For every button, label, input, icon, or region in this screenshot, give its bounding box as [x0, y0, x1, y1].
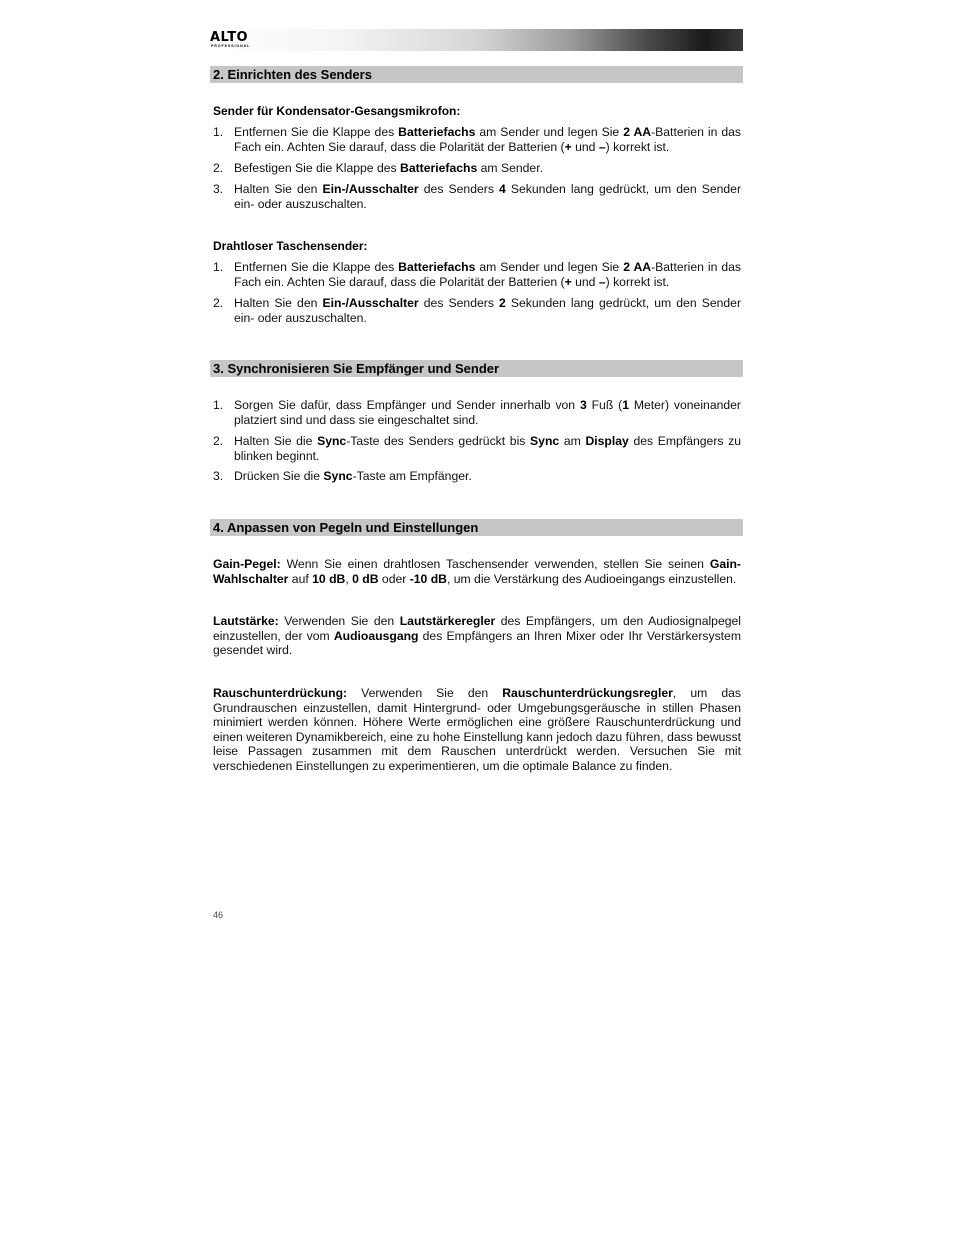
list-item: [213, 398, 741, 427]
list-number: 1.: [213, 260, 224, 274]
subheading-pocket-transmitter: Drahtloser Taschensender:: [213, 239, 368, 253]
list-item: [213, 125, 741, 154]
logo-subtitle: PROFESSIONAL: [211, 44, 251, 48]
list-item: [213, 161, 741, 176]
list-text: Befestigen Sie die Klappe des Batteriefachs am Sender.: [234, 161, 543, 175]
list-number: 1.: [213, 398, 224, 412]
list-item: [213, 296, 741, 325]
list-number: 1.: [213, 125, 224, 139]
list-text: Halten Sie die Sync-Taste des Senders gedrückt bis Sync am Display des Empfängers zu blinken beginnt.: [234, 434, 741, 463]
list-text: Halten Sie den Ein-/Ausschalter des Senders 2 Sekunden lang gedrückt, um den Sender ein- oder auszuschalten.: [234, 296, 742, 325]
header-gradient-bar: [210, 29, 743, 51]
list-item: [213, 469, 741, 484]
paragraph-noise-reduction: Rauschunterdrückung: Verwenden Sie den Rauschunterdrückungsregler, um das Grundrauschen einzustellen, damit Hintergrund- oder Umgebungsgeräusche in stillen Phasen minimiert werden können. Höhere Werte ermöglichen eine größere Rauschunterdrückung und einen weiteren Dynamikbereich, eine zu hohe Einstellung kann jedoch dazu führen, dass bewusst leise Passagen zusammen mit dem Rauschen unterdrückt werden. Versuchen Sie mit verschiedenen Einstellungen zu experimentieren, um die optimale Balance zu finden.: [213, 686, 741, 773]
list-text: Sorgen Sie dafür, dass Empfänger und Sender innerhalb von 3 Fuß (1 Meter) voneinander platziert sind und dass sie eingeschaltet sind.: [234, 398, 741, 427]
list-number: 2.: [213, 434, 224, 448]
list-item: [213, 260, 741, 289]
list-number: 2.: [213, 296, 224, 310]
list-text: Entfernen Sie die Klappe des Batteriefachs am Sender und legen Sie 2 AA-Batterien in das Fach ein. Achten Sie darauf, dass die Polarität der Batterien (+ und –) korrekt ist.: [234, 260, 741, 289]
section-title-2: 2. Einrichten des Senders: [210, 66, 743, 83]
list-item: [213, 434, 741, 463]
subheading-condenser-transmitter: Sender für Kondensator-Gesangsmikrofon:: [213, 104, 461, 118]
list-item: [213, 182, 741, 211]
list-number: 2.: [213, 161, 224, 175]
list-text: Drücken Sie die Sync-Taste am Empfänger.: [234, 469, 472, 483]
list-number: 3.: [213, 182, 224, 196]
section-title-3: 3. Synchronisieren Sie Empfänger und Sender: [210, 360, 743, 377]
paragraph-volume: Lautstärke: Verwenden Sie den Lautstärkeregler des Empfängers, um den Audiosignalpegel einzustellen, der vom Audioausgang des Empfängers an Ihren Mixer oder Ihr Verstärkersystem gesendet wird.: [213, 614, 741, 658]
list-text: Halten Sie den Ein-/Ausschalter des Senders 4 Sekunden lang gedrückt, um den Sender ein- oder auszuschalten.: [234, 182, 742, 211]
logo-word: ALTO: [210, 30, 249, 45]
alto-logo: [210, 31, 262, 49]
paragraph-gain-level: Gain-Pegel: Wenn Sie einen drahtlosen Taschensender verwenden, stellen Sie seinen Gain-Wahlschalter auf 10 dB, 0 dB oder -10 dB, um die Verstärkung des Audioeingangs einzustellen.: [213, 557, 741, 586]
list-number: 3.: [213, 469, 224, 483]
page-number: 46: [213, 910, 224, 920]
list-text: Entfernen Sie die Klappe des Batteriefachs am Sender und legen Sie 2 AA-Batterien in das Fach ein. Achten Sie darauf, dass die Polarität der Batterien (+ und –) korrekt ist.: [234, 125, 741, 154]
section-title-4: 4. Anpassen von Pegeln und Einstellungen: [210, 519, 743, 536]
